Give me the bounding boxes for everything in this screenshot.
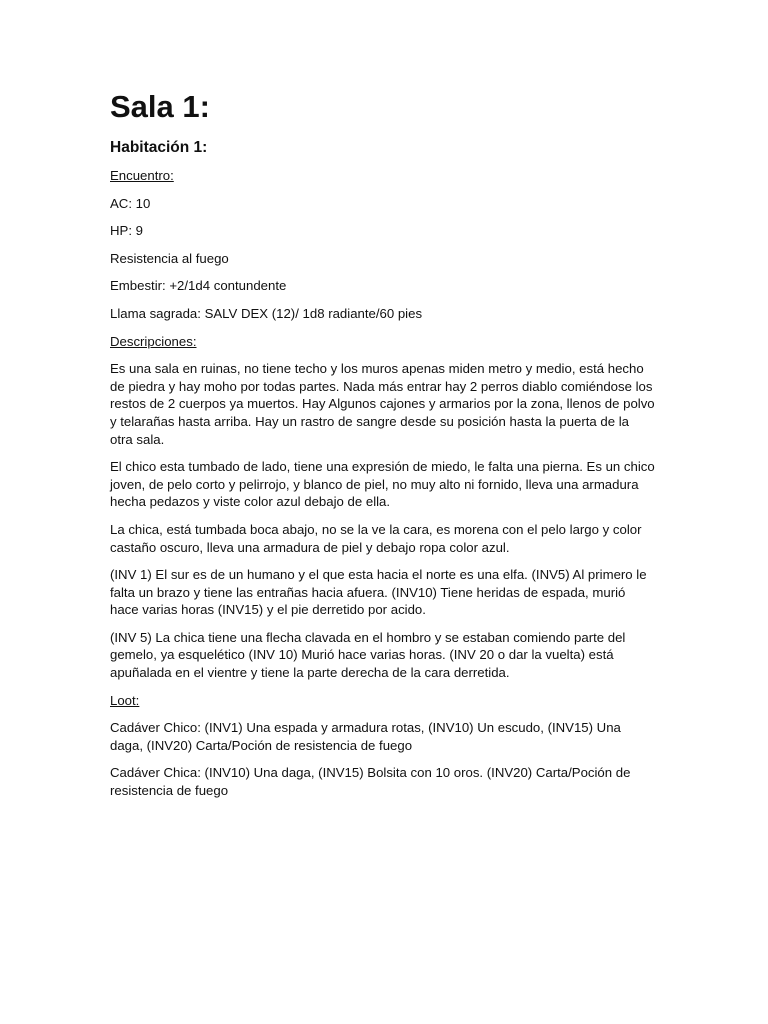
document-page bbox=[110, 88, 655, 810]
loot-heading: Loot: bbox=[110, 692, 140, 708]
encounter-line: HP: 9 bbox=[110, 223, 143, 239]
description-paragraph: El chico esta tumbado de lado, tiene una expresión de miedo, le falta una pierna. Es un chico joven, de pelo corto y pelirrojo, y blanco de piel, no muy alto ni fornido, lleva una armadura hecha pedazos y viste color azul debajo de ella. bbox=[110, 459, 655, 510]
encounter-heading: Encuentro: bbox=[110, 168, 174, 183]
description-paragraph: (INV 5) La chica tiene una flecha clavada en el hombro y se estaban comiendo parte del gemelo, ya esquelético (INV 10) Murió hace varias horas. (INV 20 o dar la vuelta) está apuñalada en el vientre y tiene la parte derecha de la cara derretida. bbox=[110, 629, 626, 681]
encounter-line: Embestir: +2/1d4 contundente bbox=[110, 278, 287, 294]
description-paragraph: La chica, está tumbada boca abajo, no se la ve la cara, es morena con el pelo largo y color castaño oscuro, lleva una armadura de piel y debajo ropa color azul. bbox=[110, 521, 642, 555]
encounter-line: Llama sagrada: SALV DEX (12)/ 1d8 radiante/60 pies bbox=[110, 305, 423, 321]
description-paragraph: (INV 1) El sur es de un humano y el que esta hacia el norte es una elfa. (INV5) Al primero le falta un brazo y tiene las entrañas hacia afuera. (INV10) Tiene heridas de espada, murió hace varias horas (INV15) y el pie derretido por acido. bbox=[110, 567, 647, 618]
loot-paragraph: Cadáver Chico: (INV1) Una espada y armadura rotas, (INV10) Un escudo, (INV15) Una daga, (INV20) Carta/Poción de resistencia de fuego bbox=[110, 720, 621, 753]
descriptions-heading: Descripciones: bbox=[110, 333, 197, 349]
encounter-line: Resistencia al fuego bbox=[110, 250, 229, 266]
description-paragraph: Es una sala en ruinas, no tiene techo y los muros apenas miden metro y medio, está hecho de piedra y hay moho por todas partes. Nada más entrar hay 2 perros diablo comiéndose los restos de 2 cuerpos ya muertos. Hay Algunos cajones y armarios por la zona, llenos de polvo y telarañas hasta arriba. Hay un rastro de sangre desde su posición hasta la puerta de la otra sala. bbox=[110, 361, 655, 447]
section-subtitle: Habitación 1: bbox=[110, 139, 208, 156]
loot-paragraph: Cadáver Chica: (INV10) Una daga, (INV15) Bolsita con 10 oros. (INV20) Carta/Poción de resistencia de fuego bbox=[110, 765, 631, 799]
page-title: Sala 1: bbox=[110, 89, 210, 124]
encounter-line: AC: 10 bbox=[110, 195, 151, 211]
